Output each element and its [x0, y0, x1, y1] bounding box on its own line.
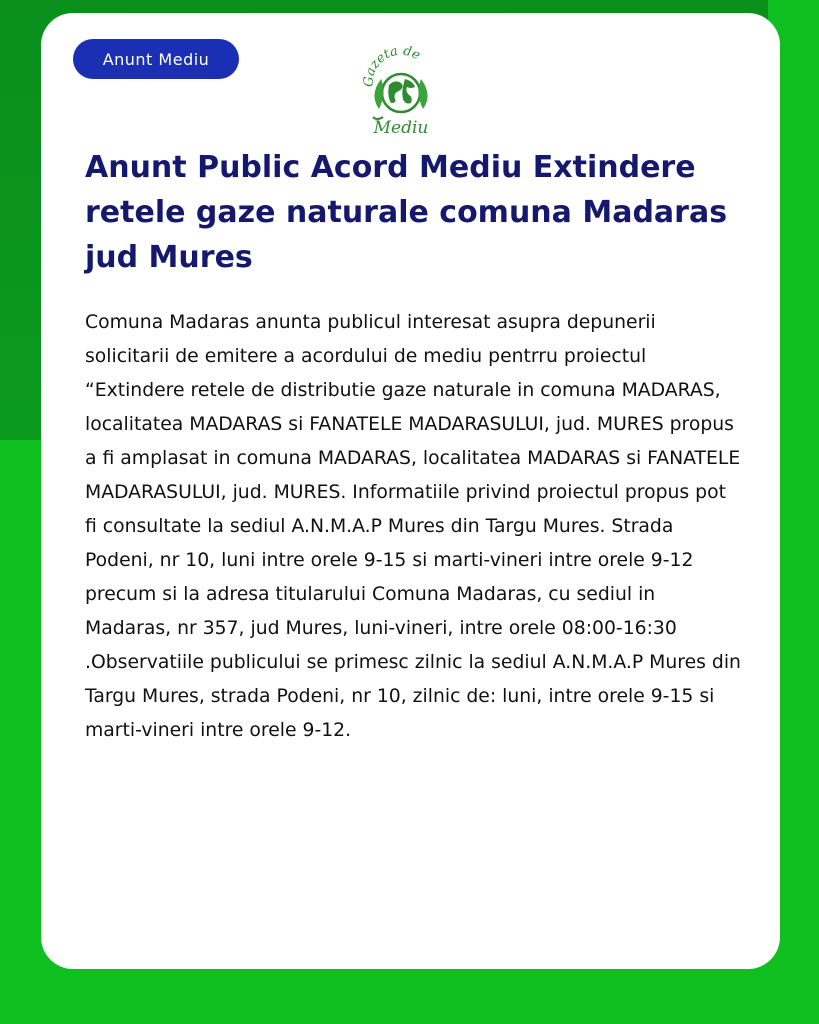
article-body: Comuna Madaras anunta publicul interesat asupra depunerii solicitarii de emitere a acordului de mediu pentrru proiectul “Extindere retele de distributie gaze naturale in comuna MADARAS, localitatea MADARAS si FANATELE MADARASULUI, jud. MURES propus a fi amplasat in comuna MADARAS, localitatea MADARAS si FANATELE MADARASULUI, jud. MURES. Informatiile privind proiectul propus pot fi consultate la sediul A.N.M.A.P Mures din Targu Mures. Strada Podeni, nr 10, luni intre orele 9-15 si marti-vineri intre orele 9-12 precum si la adresa titularului Comuna Madaras, cu sediul in Madaras, nr 357, jud Mures, luni-vineri, intre orele 08:00-16:30 .Observatiile publicului se primesc zilnic la sediul A.N.M.A.P Mures din Targu Mures, strada Podeni, nr 10, zilnic de: luni, intre orele 9-15 si marti-vineri intre orele 9-12.: [85, 312, 741, 741]
logo-icon: [359, 39, 443, 139]
gazeta-de-mediu-logo: [359, 39, 443, 139]
logo-top-text: Gazeta de: [361, 43, 423, 88]
logo-bottom-text: Mediu: [373, 118, 429, 138]
announcement-card: [41, 13, 780, 969]
article-title: Anunt Public Acord Mediu Extindere retele gaze naturale comuna Madaras jud Mures: [85, 150, 728, 275]
category-badge[interactable]: Anunt Mediu: [73, 39, 239, 79]
